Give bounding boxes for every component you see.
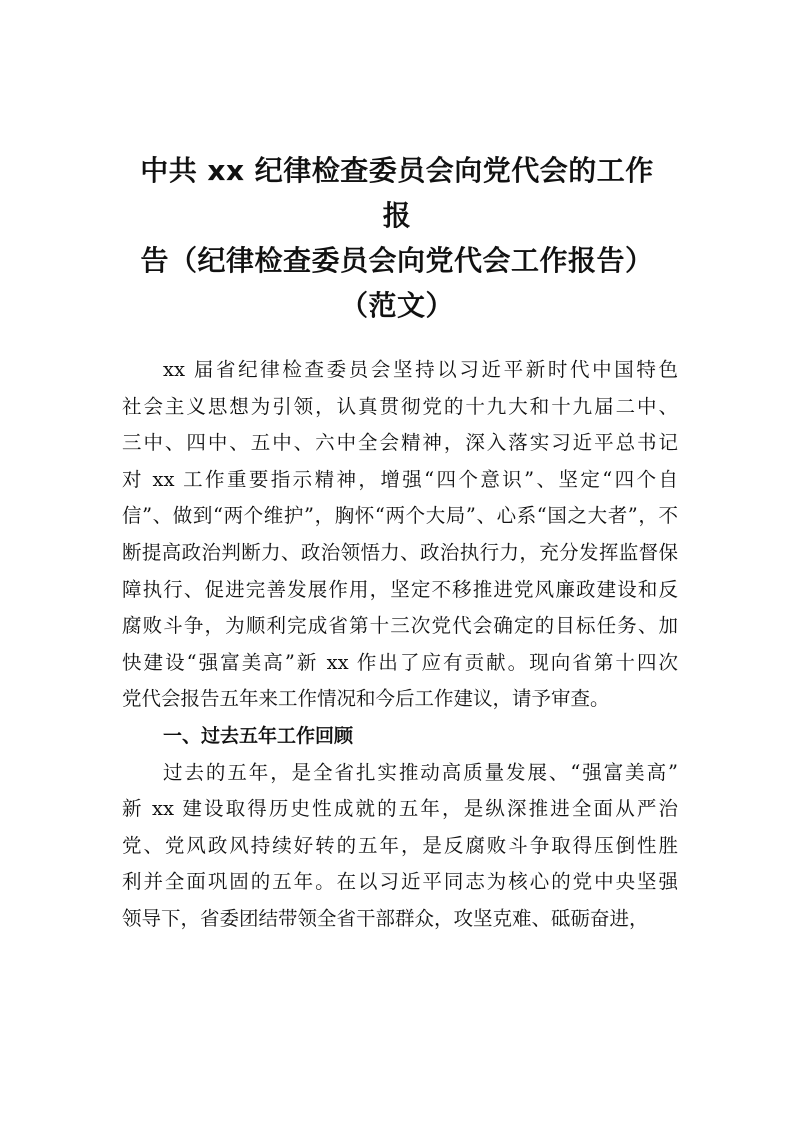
paragraph-line: 领导下，省委团结带领全省干部群众，攻坚克难、砥砺奋进， <box>122 906 649 930</box>
paragraph-line: 三中、四中、五中、六中全会精神，深入落实习近平总书记 <box>122 431 678 455</box>
paragraph-line: 党代会报告五年来工作情况和今后工作建议，请予审查。 <box>122 687 610 711</box>
document-title <box>100 148 694 328</box>
paragraph-line: xx 届省纪律检查委员会坚持以习近平新时代中国特色 <box>163 358 678 381</box>
document-body <box>122 352 678 938</box>
paragraph-review <box>122 755 678 938</box>
paragraph-line: 断提高政治判断力、政治领悟力、政治执行力，充分发挥监督保 <box>122 540 678 564</box>
paragraph-line: 利并全面巩固的五年。在以习近平同志为核心的党中央坚强 <box>122 870 678 894</box>
paragraph-line: 障执行、促进完善发展作用，坚定不移推进党风廉政建设和反 <box>122 577 678 601</box>
paragraph-line: 党、党风政风持续好转的五年，是反腐败斗争取得压倒性胜 <box>122 833 678 857</box>
paragraph-line: 信”、做到“两个维护”，胸怀“两个大局”、心系“国之大者”，不 <box>122 504 678 528</box>
paragraph-line: 对 xx 工作重要指示精神，增强“四个意识”、坚定“四个自 <box>122 467 678 491</box>
paragraph-line: 腐败斗争，为顺利完成省第十三次党代会确定的目标任务、加 <box>122 614 678 638</box>
section-heading: 一、过去五年工作回顾 <box>163 724 354 747</box>
paragraph-line: 社会主义思想为引领，认真贯彻党的十九大和十九届二中、 <box>122 394 678 418</box>
title-line-1: 中共 xx 纪律检查委员会向党代会的工作 <box>140 154 654 187</box>
title-line-4: （范文） <box>339 289 454 322</box>
paragraph-line: 过去的五年，是全省扎实推动高质量发展、“强富美高” <box>163 760 678 784</box>
paragraph-intro <box>122 352 678 718</box>
title-line-2: 报 <box>382 199 412 232</box>
paragraph-line: 快建设“强富美高”新 xx 作出了应有贡献。现向省第十四次 <box>122 650 678 674</box>
title-line-3: 告（纪律检查委员会向党代会工作报告） <box>140 244 654 277</box>
paragraph-line: 新 xx 建设取得历史性成就的五年，是纵深推进全面从严治 <box>122 797 678 821</box>
